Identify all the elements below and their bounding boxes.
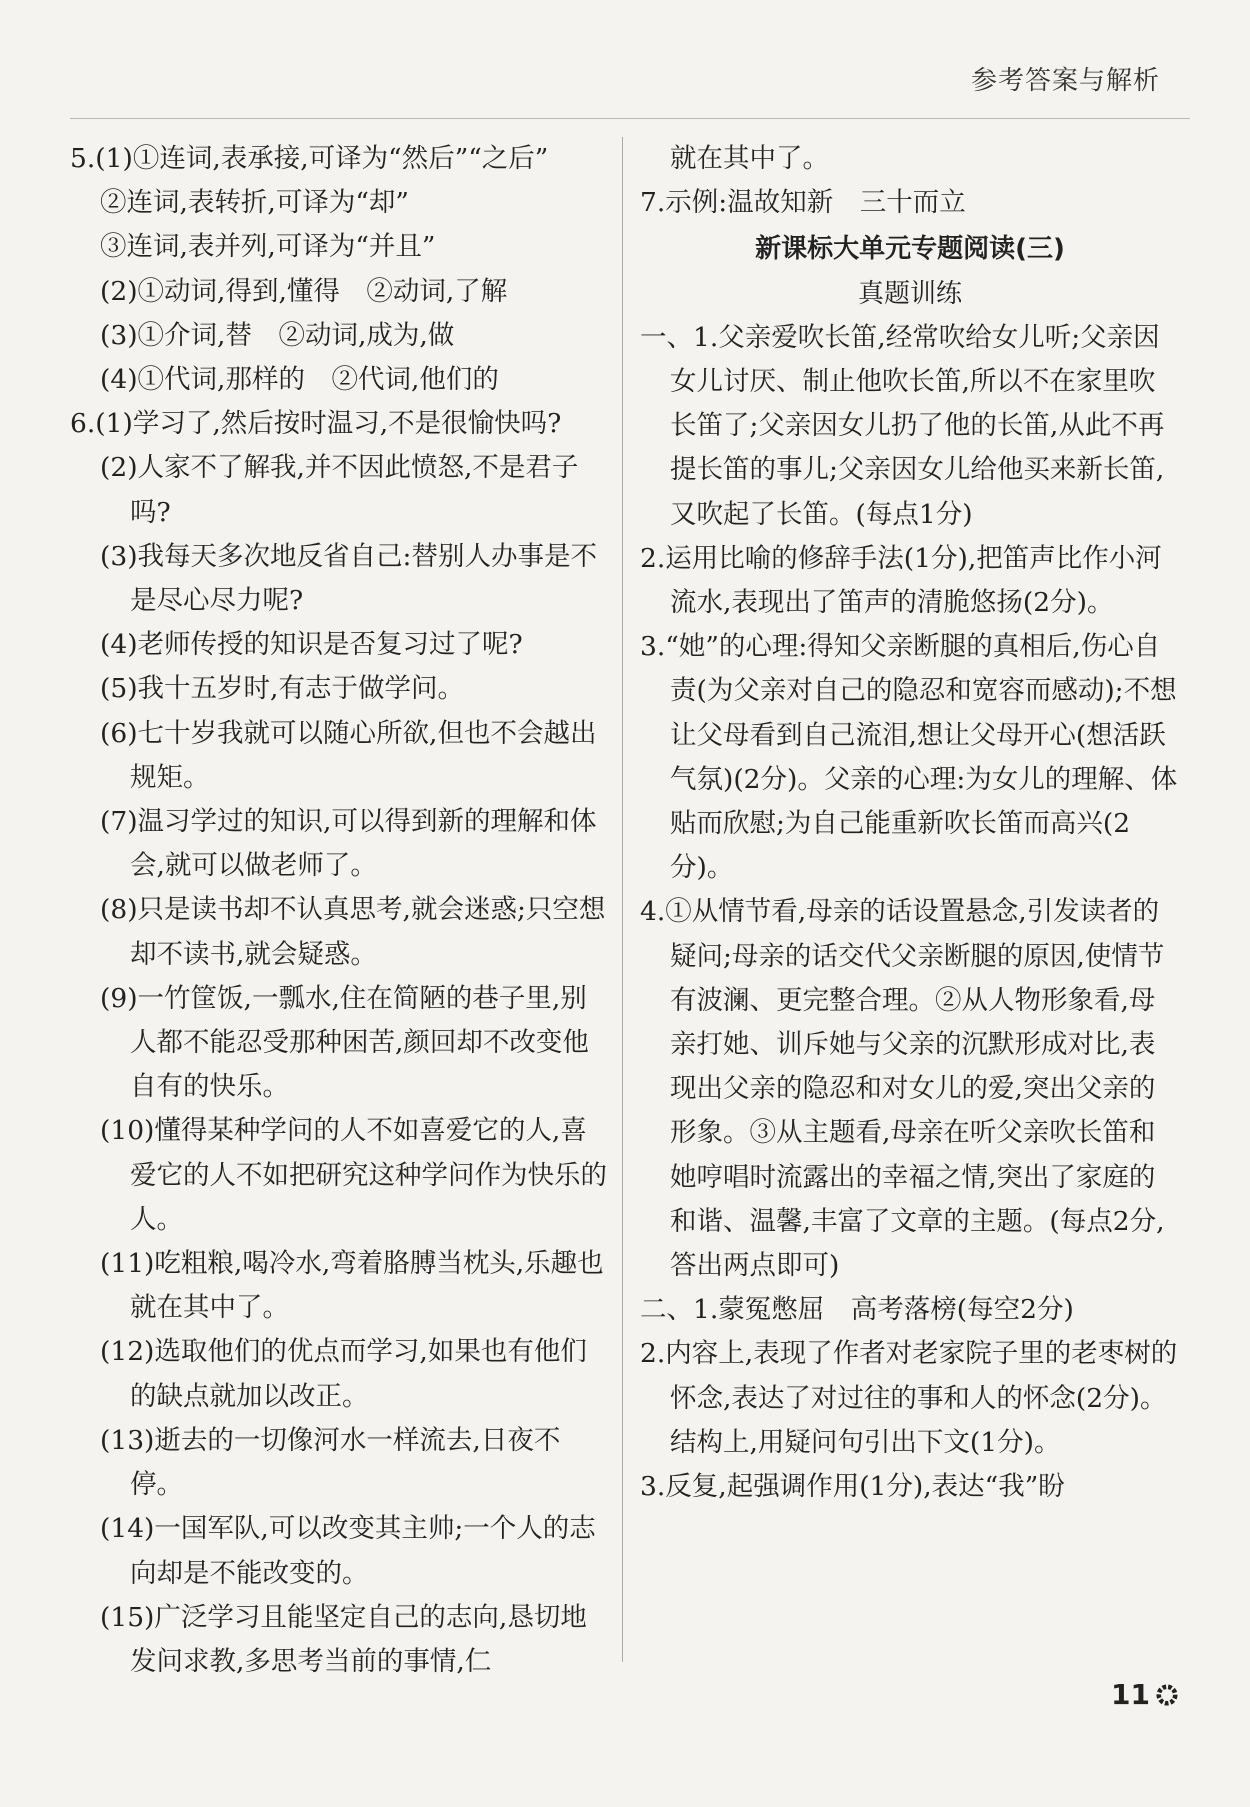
section-subtitle: 真题训练 [857, 278, 962, 309]
right-top-items [640, 137, 1180, 225]
right-body-items [640, 316, 1180, 1509]
answer-item: 4.①从情节看,母亲的话设置悬念,引发读者的疑问;母亲的话交代父亲断腿的原因,使情节有波澜、更完整合理。②从人物形象看,母亲打她、训斥她与父亲的沉默形成对比,表现出父亲的隐忍和对女儿的爱,突出父亲的形象。③从主题看,母亲在听父亲吹长笛和她哼唱时流露出的幸福之情,突出了家庭的和谐、温馨,丰富了文章的主题。(每点2分,答出两点即可) [640, 896, 1165, 1282]
answer-item: 3.反复,起强调作用(1分),表达“我”盼 [640, 1471, 1065, 1503]
answer-item: (13)逝去的一切像河水一样流去,日夜不停。 [100, 1424, 561, 1501]
answer-item: (5)我十五岁时,有志于做学问。 [100, 673, 464, 705]
answer-item: 一、1.父亲爱吹长笛,经常吹给女儿听;父亲因女儿讨厌、制止他吹长笛,所以不在家里吹长笛了;父亲因女儿扔了他的长笛,从此不再提长笛的事儿;父亲因女儿给他买来新长笛,又吹起了长笛。(每点1分) [640, 321, 1165, 530]
page-number-text: 11 [1111, 1678, 1150, 1711]
answer-item: 2.内容上,表现了作者对老家院子里的老枣树的怀念,表达了对过往的事和人的怀念(2分)。结构上,用疑问句引出下文(1分)。 [640, 1338, 1178, 1458]
answer-item: (4)老师传授的知识是否复习过了呢? [100, 629, 523, 661]
column-divider [622, 137, 623, 1662]
answer-item: (4)①代词,那样的 ②代词,他们的 [100, 364, 499, 396]
answer-item: (6)七十岁我就可以随心所欲,但也不会越出规矩。 [100, 717, 597, 793]
answer-item: ②连词,表转折,可译为“却” [100, 187, 409, 219]
answer-item: (9)一竹筐饭,一瓢水,住在简陋的巷子里,别人都不能忍受那种困苦,颜回却不改变他自有的快乐。 [100, 982, 589, 1103]
answer-item: 6.(1)学习了,然后按时温习,不是很愉快吗? [70, 408, 562, 440]
answer-item: (10)懂得某种学问的人不如喜爱它的人,喜爱它的人不如把研究这种学问作为快乐的人。 [100, 1115, 607, 1235]
answer-item: ③连词,表并列,可译为“并且” [100, 231, 436, 263]
answer-item: (3)①介词,替 ②动词,成为,做 [100, 319, 455, 351]
running-header: 参考答案与解析 [970, 66, 1160, 96]
answer-item: (7)温习学过的知识,可以得到新的理解和体会,就可以做老师了。 [100, 806, 597, 882]
section-title: 新课标大单元专题阅读(三) [755, 234, 1065, 265]
answer-item: (11)吃粗粮,喝冷水,弯着胳膊当枕头,乐趣也就在其中了。 [100, 1248, 604, 1324]
left-column [70, 137, 610, 1684]
answer-item: (14)一国军队,可以改变其主帅;一个人的志向却是不能改变的。 [100, 1513, 596, 1589]
answer-item: 7.示例:温故知新 三十而立 [640, 187, 966, 219]
answer-item: (15)广泛学习且能坚定自己的志向,恳切地发问求教,多思考当前的事情,仁 [100, 1601, 587, 1677]
answer-item: (3)我每天多次地反省自己:替别人办事是不是尽心尽力呢? [100, 540, 597, 617]
page-number [1111, 1678, 1178, 1711]
answer-item: 就在其中了。 [670, 143, 829, 174]
answer-item: (12)选取他们的优点而学习,如果也有他们的缺点就加以改正。 [100, 1336, 587, 1412]
answer-item: (2)①动词,得到,懂得 ②动词,了解 [100, 275, 508, 307]
answer-item: (8)只是读书却不认真思考,就会迷惑;只空想却不读书,就会疑惑。 [100, 894, 606, 970]
right-column [640, 137, 1180, 1509]
gear-icon [1156, 1684, 1178, 1706]
answer-item: 5.(1)①连词,表承接,可译为“然后”“之后” [70, 143, 549, 174]
answer-item: 3.“她”的心理:得知父亲断腿的真相后,伤心自责(为父亲对自己的隐忍和宽容而感动);不想让父母看到自己流泪,想让父母开心(想活跃气氛)(2分)。父亲的心理:为女儿的理解、体贴而欣慰;为自己能重新吹长笛而高兴(2分)。 [640, 631, 1178, 884]
answer-item: 二、1.蒙冤憋屈 高考落榜(每空2分) [640, 1294, 1074, 1326]
answer-item: 2.运用比喻的修辞手法(1分),把笛声比作小河流水,表现出了笛声的清脆悠扬(2分)。 [640, 542, 1162, 619]
answer-item: (2)人家不了解我,并不因此愤怒,不是君子吗? [100, 452, 579, 528]
header-rule [70, 118, 1190, 119]
